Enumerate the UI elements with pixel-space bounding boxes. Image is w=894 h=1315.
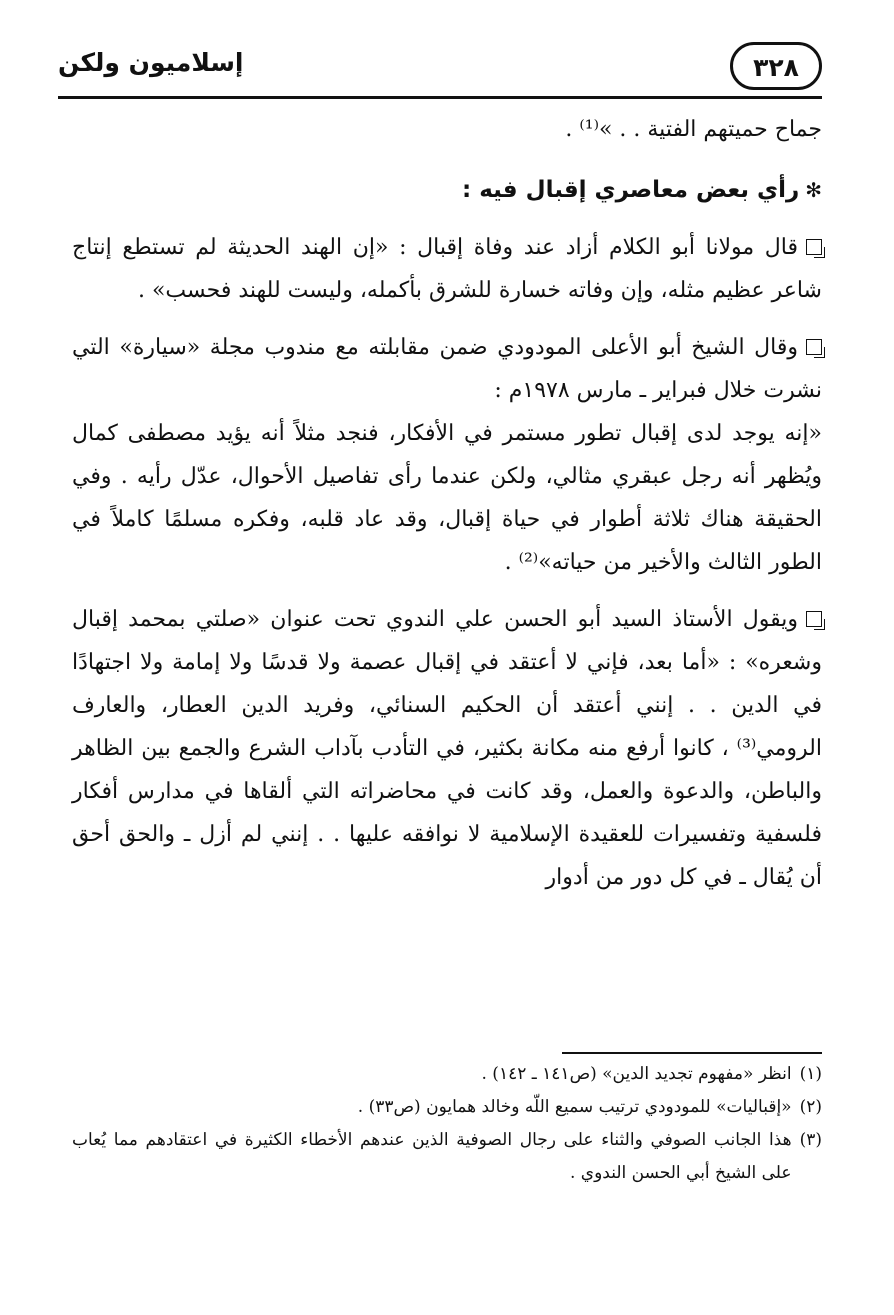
paragraph-4-text: ويقول الأستاذ السيد أبو الحسن علي الندوي تحت عنوان «صلتي بمحمد إقبال وشعره» : «أما بعد، فإني لا أعتقد في إقبال عصمة ولا قدسًا ولا إمامة ولا اجتهادًا في الدين . . إنني أعتقد أن الحكيم السنائي، وفريد الدين العطار، والعارف الرومي⁽³⁾ ، كانوا أرفع منه مكانة بكثير، في التأدب بآداب الشرع والجمع بين الظاهر والباطن، والدعوة والعمل، وقد كانت في محاضراته التي ألقاها في مدارس أفكار فلسفية وتفسيرات للعقيدة الإسلامية لا نوافقه عليها . . إنني لم أزل ـ والحق أحق أن يُقال ـ في كل دور من أدوار [72,607,822,890]
footnote-1 [72,1058,822,1091]
footnote-3 [72,1124,822,1190]
paragraph-3: «إنه يوجد لدى إقبال تطور مستمر في الأفكار، فنجد مثلاً أنه يؤيد مصطفى كمال ويُظهر أنه رجل عبقري مثالي، ولكن عندما رأى تفاصيل الأحوال، عدّل رأيه . وفي الحقيقة هناك ثلاثة أطوار في حياة إقبال، وقد عاد قلبه، وفكره مسلمًا كاملاً في الطور الثالث والأخير من حياته»⁽²⁾ . [72,421,822,575]
paragraph-2-text: وقال الشيخ أبو الأعلى المودودي ضمن مقابلته مع مندوب مجلة «سيارة» التي نشرت خلال فبراير ـ مارس ١٩٧٨م : [72,335,822,403]
paragraph-2 [72,326,822,412]
page-header [58,38,822,96]
continuation-line: جماح حميتهم الفتية . . »⁽¹⁾ . [565,117,822,142]
paragraph-4 [72,598,822,899]
header-rule [58,96,822,99]
footnotes [72,1058,822,1190]
footnote-text: انظر «مفهوم تجديد الدين» (ص١٤١ ـ ١٤٢) . [481,1064,792,1084]
box-bullet-icon [806,339,822,355]
section-heading [72,169,822,212]
section-heading-text: رأي بعض معاصري إقبال فيه : [462,177,800,203]
footnote-number: (٢) [799,1097,822,1117]
footnote-2 [72,1091,822,1124]
footnote-number: (٣) [799,1130,822,1150]
box-bullet-icon [806,239,822,255]
page-number: ٣٢٨ [730,42,822,90]
main-text [72,108,822,899]
footnote-text: هذا الجانب الصوفي والثناء على رجال الصوفية الذين عندهم الأخطاء الكثيرة في اعتقادهم مما يُعاب على الشيخ أبي الحسن الندوي . [72,1130,792,1183]
paragraph-1-text: قال مولانا أبو الكلام أزاد عند وفاة إقبال : «إن الهند الحديثة لم تستطع إنتاج شاعر عظيم مثله، وإن وفاته خسارة للشرق بأكمله، وليست للهند فحسب» . [72,235,822,303]
footnote-number: (١) [799,1064,822,1084]
footnote-text: «إقباليات» للمودودي ترتيب سميع اللّه وخالد همايون (ص٣٣) . [357,1097,792,1117]
box-bullet-icon [806,611,822,627]
footnote-rule [562,1052,822,1054]
paragraph-1 [72,226,822,312]
star-icon: ✻ [805,178,822,202]
book-title: إسلاميون ولكن [58,48,244,77]
